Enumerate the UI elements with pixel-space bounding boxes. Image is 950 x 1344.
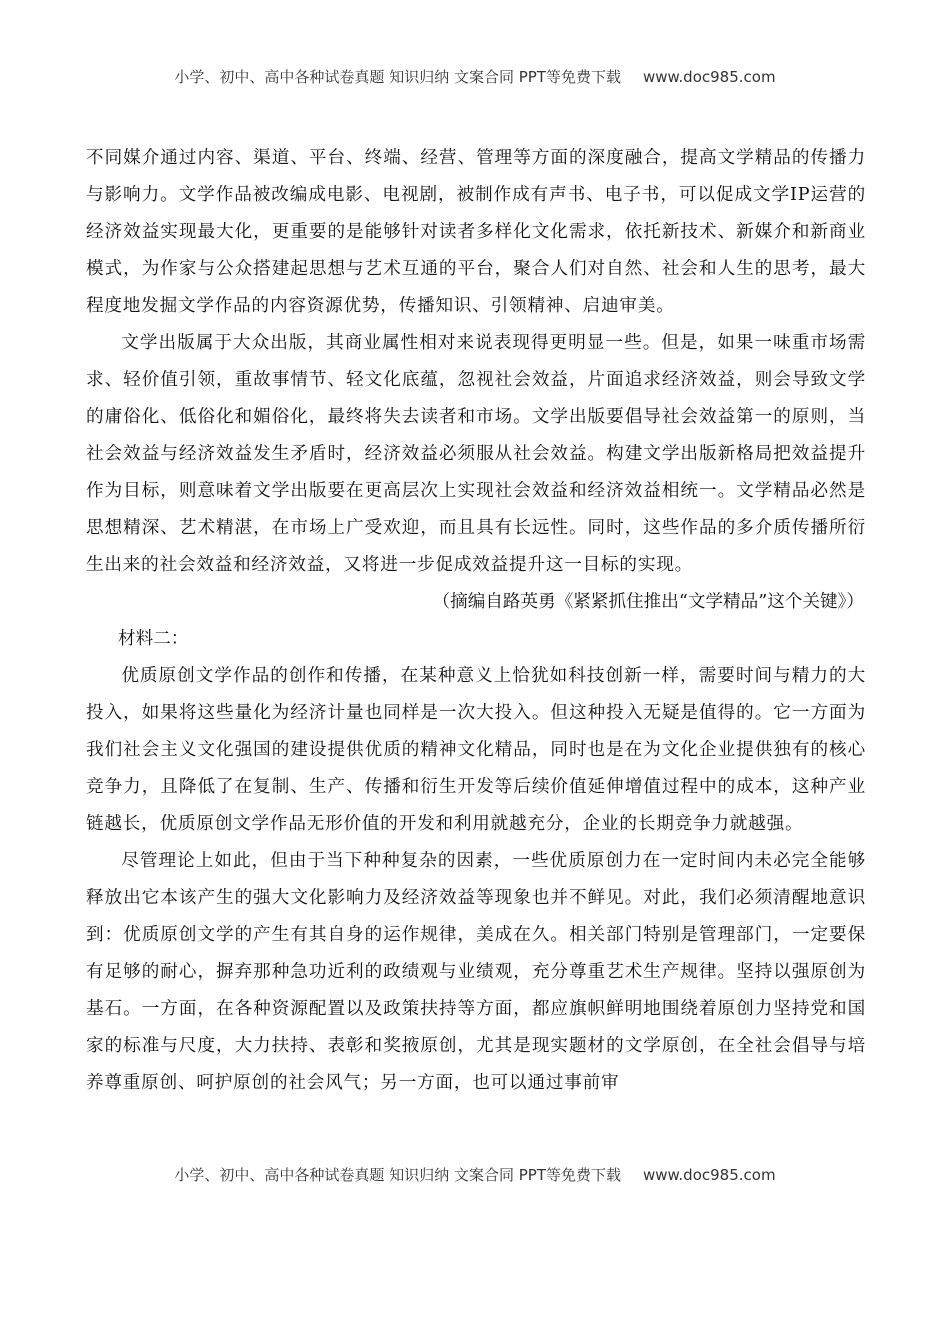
paragraph-4: 尽管理论上如此，但由于当下种种复杂的因素，一些优质原创力在一定时间内未必完全能够释放出它本该产生的强大文化影响力及经济效益等现象也并不鲜见。对此，我们必须清醒地意识到：优质原创文学的产生有其自身的运作规律，美成在久。相关部门特别是管理部门，一定要保有足够的耐心，摒弃那种急功近利的政绩观与业绩观，充分尊重艺术生产规律。坚持以强原创为基石。一方面，在各种资源配置以及政策扶持等方面，都应旗帜鲜明地围绕着原创力坚持党和国家的标准与尺度，大力扶持、表彰和奖掖原创，尤其是现实题材的文学原创，在全社会倡导与培养尊重原创、呵护原创的社会风气；另一方面，也可以通过事前审 — [86, 851, 866, 1093]
footer-text: 小学、初中、高中各种试卷真题 知识归纳 文案合同 PPT等免费下载 — [174, 1166, 621, 1184]
paragraph-1: 不同媒介通过内容、渠道、平台、终端、经营、管理等方面的深度融合，提高文学精品的传播力与影响力。文学作品被改编成电影、电视剧，被制作成有声书、电子书，可以促成文学IP运营的经济效益实现最大化，更重要的是能够针对读者多样化文化需求，依托新技术、新媒介和新商业模式，为作家与公众搭建起思想与艺术互通的平台，聚合人们对自然、社会和人生的思考，最大程度地发掘文学作品的内容资源优势，传播知识、引领精神、启迪审美。 — [86, 148, 866, 316]
paragraph-2: 文学出版属于大众出版，其商业属性相对来说表现得更明显一些。但是，如果一味重市场需求、轻价值引领，重故事情节、轻文化底蕴，忽视社会效益，片面追求经济效益，则会导致文学的庸俗化、低俗化和媚俗化，最终将失去读者和市场。文学出版要倡导社会效益第一的原则，当社会效益与经济效益发生矛盾时，经济效益必须服从社会效益。构建文学出版新格局把效益提升作为目标，则意味着文学出版要在更高层次上实现社会效益和经济效益相统一。文学精品必然是思想精深、艺术精湛，在市场上广受欢迎，而且具有长远性。同时，这些作品的多介质传播所衍生出来的社会效益和经济效益，又将进一步促成效益提升这一目标的实现。 — [86, 333, 866, 575]
header-text: 小学、初中、高中各种试卷真题 知识归纳 文案合同 PPT等免费下载 — [174, 68, 621, 86]
page-header — [0, 66, 950, 87]
paragraph-3: 优质原创文学作品的创作和传播，在某种意义上恰犹如科技创新一样，需要时间与精力的大投入，如果将这些量化为经济计量也同样是一次大投入。但这种投入无疑是值得的。它一方面为我们社会主义文化强国的建设提供优质的精神文化精品，同时也是在为文化企业提供独有的核心竞争力，且降低了在复制、生产、传播和衍生开发等后续价值延伸增值过程中的成本，这种产业链越长，优质原创文学作品无形价值的开发和利用就越充分，企业的长期竞争力就越强。 — [86, 666, 866, 834]
header-url[interactable]: www.doc985.com — [642, 68, 776, 86]
material-2-label: 材料二： — [118, 629, 189, 649]
page-footer — [0, 1164, 950, 1185]
source-citation: （摘编自路英勇《紧紧抓住推出“文学精品”这个关键》） — [432, 592, 864, 612]
document-body — [86, 140, 866, 1102]
footer-url[interactable]: www.doc985.com — [642, 1166, 776, 1184]
